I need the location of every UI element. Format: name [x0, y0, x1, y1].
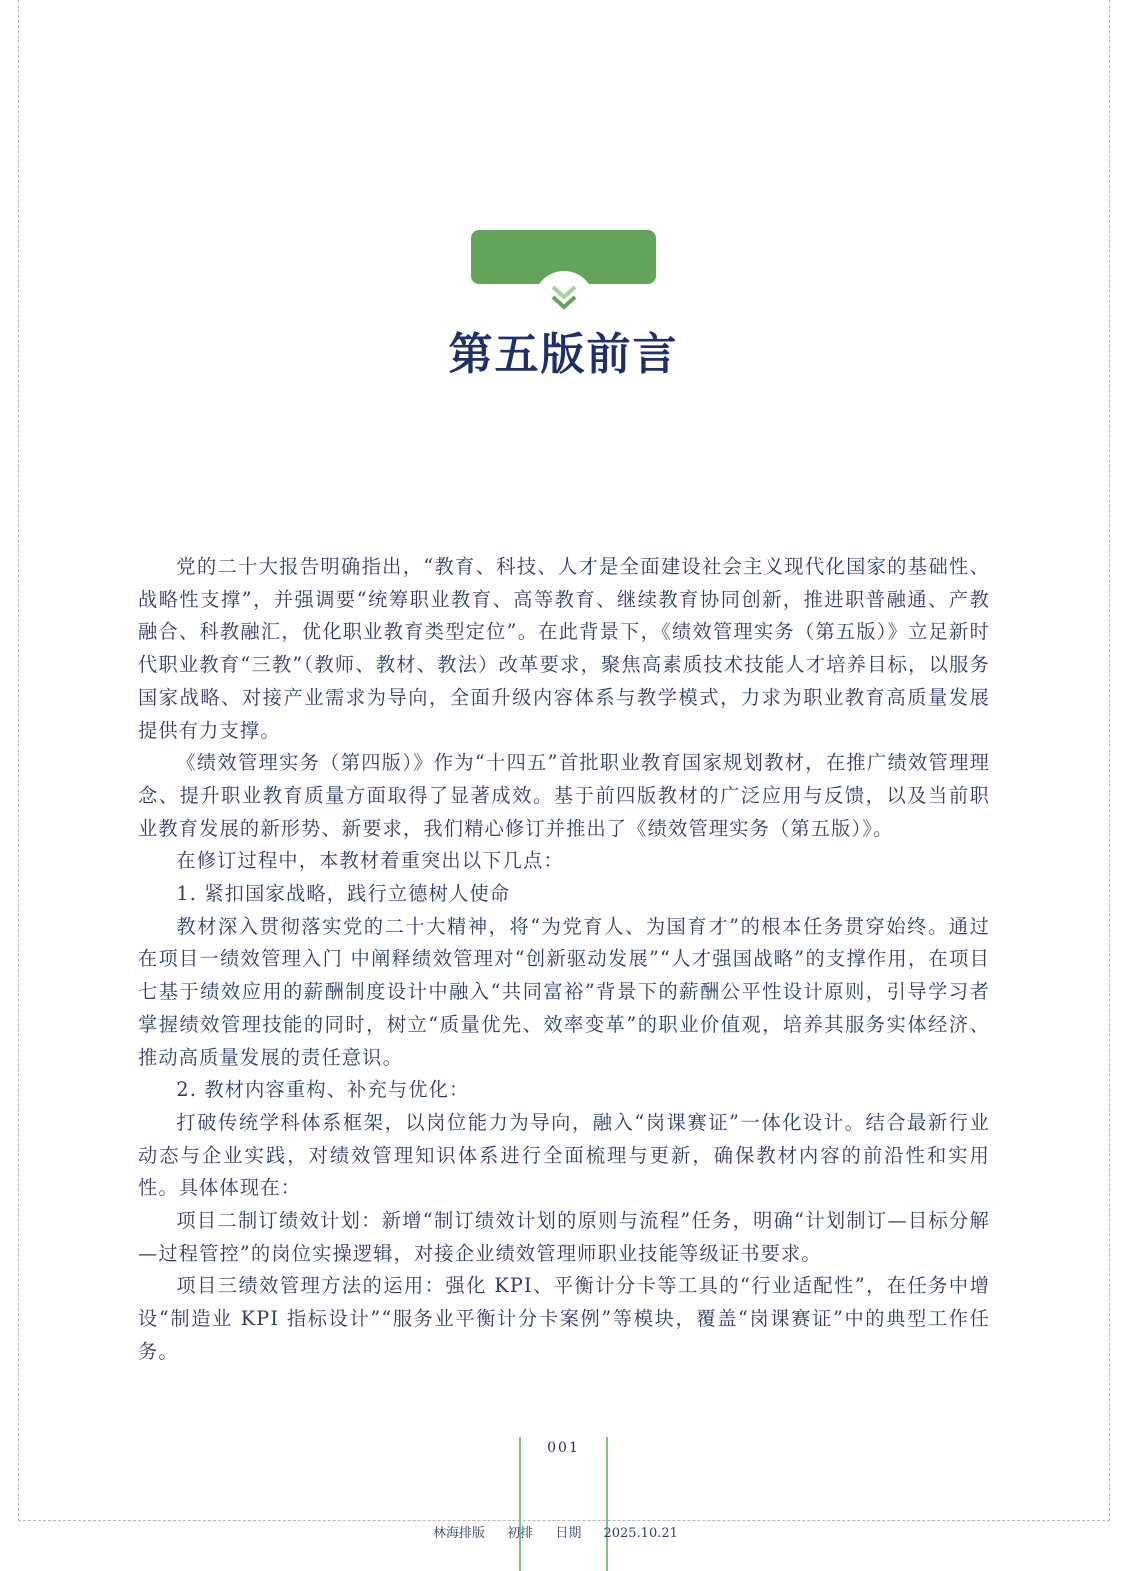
page-title: 第五版前言 [448, 329, 679, 380]
preface-body [138, 551, 990, 1369]
folio-rule-right [606, 1437, 608, 1571]
paragraph: 在修订过程中，本教材着重突出以下几点： [176, 849, 564, 873]
slug-typesetter: 林海排版 [433, 1526, 486, 1541]
paragraph: 打破传统学科体系框架，以岗位能力为导向，融入“岗课赛证”一体化设计。结合最新行业动态与企业实践，对绩效管理知识体系进行全面梳理与更新，确保教材内容的前沿性和实用性。具体体现在： [138, 1110, 990, 1200]
section-heading: 1. 紧扣国家战略，践行立德树人使命 [176, 882, 511, 906]
paragraph: 项目二制订绩效计划：新增“制订绩效计划的原则与流程”任务，明确“计划制订—目标分解—过程管控”的岗位实操逻辑，对接企业绩效管理师职业技能等级证书要求。 [138, 1209, 990, 1265]
page-number: 001 [547, 1440, 580, 1456]
slug-date: 2025.10.21 [603, 1526, 678, 1541]
paragraph: 教材深入贯彻落实党的二十大精神，将“为党育人、为国育才”的根本任务贯穿始终。通过在项目一绩效管理入门 中阐释绩效管理对“创新驱动发展”“人才强国战略”的支撑作用，在项目七基于绩效应用的薪酬制度设计中融入“共同富裕”背景下的薪酬公平性设计原则，引导学习者掌握绩效管理技能的同时，树立“质量优先、效率变革”的职业价值观，培养其服务实体经济、推动高质量发展的责任意识。 [138, 914, 990, 1069]
slug-date-label: 日期 [555, 1526, 582, 1541]
paragraph: 《绩效管理实务（第四版）》作为“十四五”首批职业教育国家规划教材，在推广绩效管理理念、提升职业教育质量方面取得了显著成效。基于前四版教材的广泛应用与反馈，以及当前职业教育发展的新形势、新要求，我们精心修订并推出了《绩效管理实务（第五版）》。 [138, 751, 990, 840]
print-slug [433, 1522, 696, 1541]
paragraph: 党的二十大报告明确指出，“教育、科技、人才是全面建设社会主义现代化国家的基础性、战略性支撑”，并强调要“统筹职业教育、高等教育、继续教育协同创新，推进职普融通、产教融合、科教融汇，优化职业教育类型定位”。在此背景下，《绩效管理实务（第五版）》立足新时代职业教育“三教”（教师、教材、教法）改革要求，聚焦高素质技术技能人才培养目标，以服务国家战略、对接产业需求为导向，全面升级内容体系与教学模式，力求为职业教育高质量发展提供有力支撑。 [138, 555, 990, 742]
section-heading: 2. 教材内容重构、补充与优化： [176, 1078, 470, 1102]
folio-rule-left [519, 1437, 521, 1571]
paragraph: 项目三绩效管理方法的运用：强化 KPI、平衡计分卡等工具的“行业适配性”，在任务中增设“制造业 KPI 指标设计”“服务业平衡计分卡案例”等模块，覆盖“岗课赛证”中的典型工作任务。 [138, 1274, 990, 1363]
double-chevron-down-icon [548, 284, 580, 312]
slug-stage: 初排 [507, 1526, 534, 1541]
